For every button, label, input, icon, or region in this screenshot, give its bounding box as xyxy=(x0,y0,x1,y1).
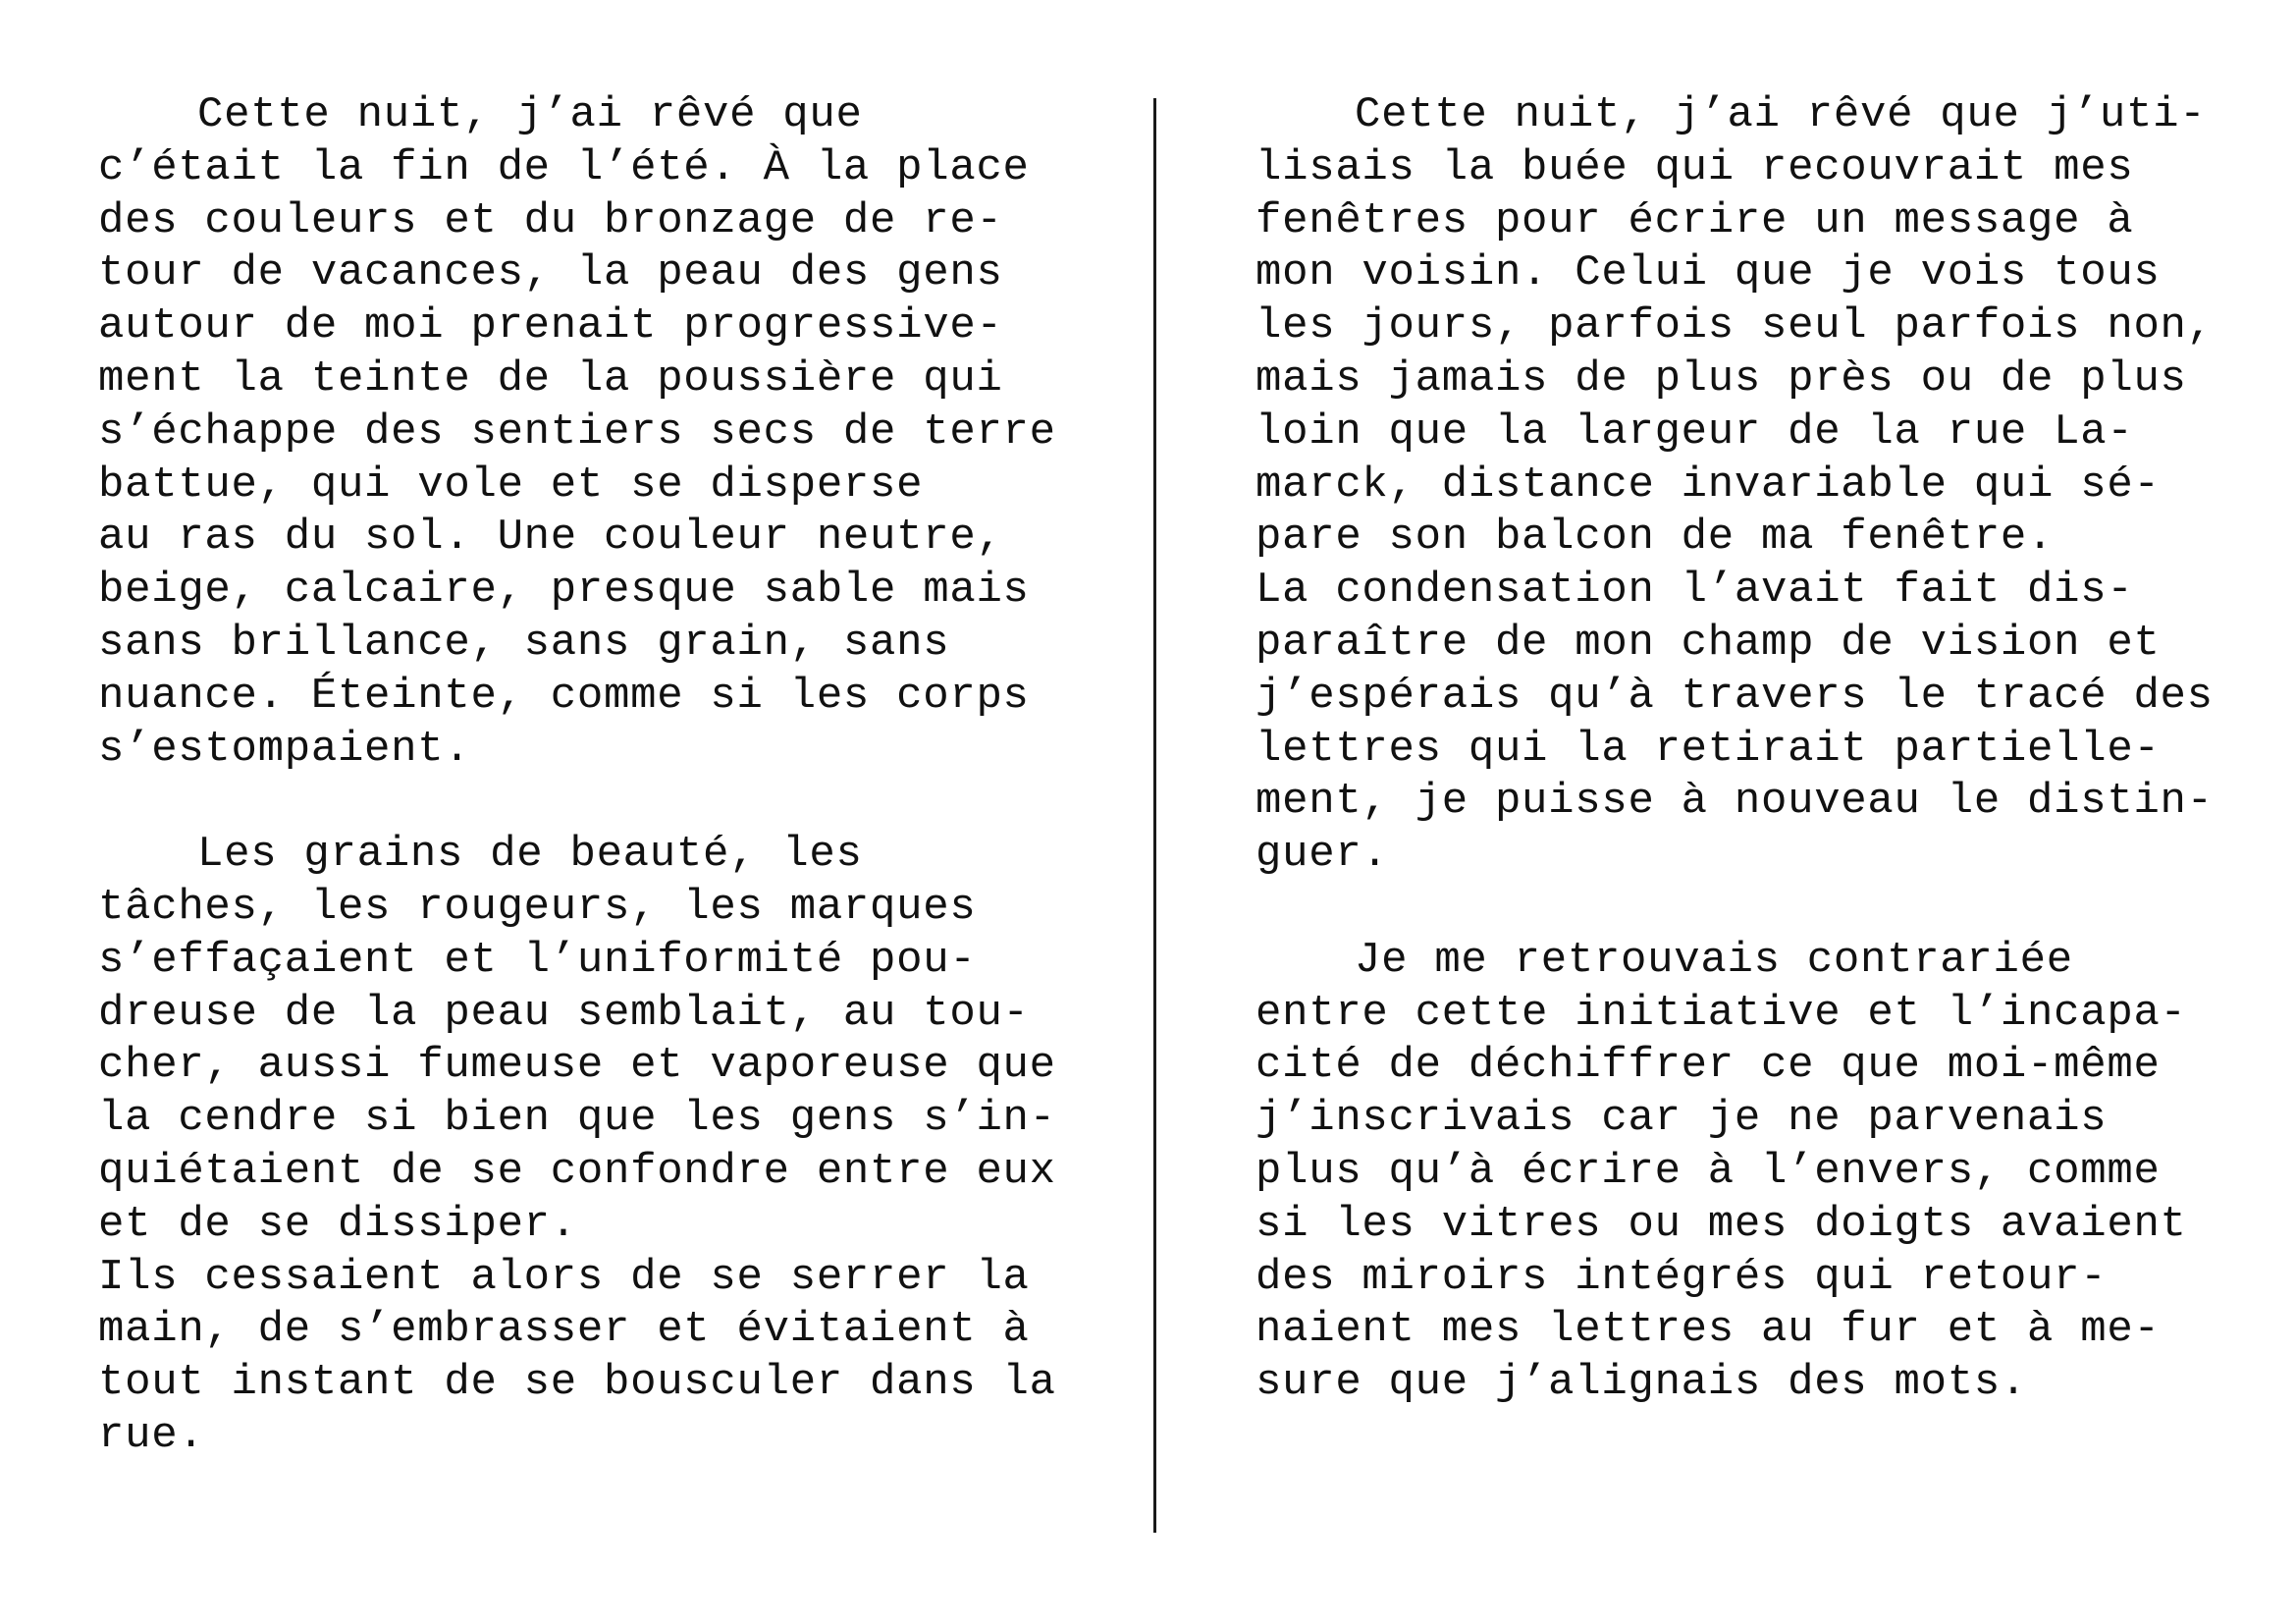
text-line: entre cette initiative et l’incapa- xyxy=(1255,988,2187,1038)
text-line: mais jamais de plus près ou de plus xyxy=(1255,353,2187,404)
text-line: cher, aussi fumeuse et vaporeuse que xyxy=(98,1041,1056,1091)
text-line: ment, je puisse à nouveau le distin- xyxy=(1255,777,2214,827)
text-line: tout instant de se bousculer dans la xyxy=(98,1358,1056,1408)
text-line: naient mes lettres au fur et à me- xyxy=(1255,1305,2161,1355)
text-line: j’espérais qu’à travers le tracé des xyxy=(1255,671,2214,721)
text-line: quiétaient de se confondre entre eux xyxy=(98,1146,1056,1196)
text-line: tour de vacances, la peau des gens xyxy=(98,248,1003,298)
text-line: tâches, les rougeurs, les marques xyxy=(98,882,977,932)
text-line: beige, calcaire, presque sable mais xyxy=(98,566,1030,616)
text-line: nuance. Éteinte, comme si les corps xyxy=(98,671,1030,721)
text-line: Je me retrouvais contrariée xyxy=(1355,935,2073,985)
text-line: cité de déchiffrer ce que moi-même xyxy=(1255,1041,2161,1091)
text-line: et de se dissiper. xyxy=(98,1199,577,1249)
text-line: j’inscrivais car je ne parvenais xyxy=(1255,1094,2108,1144)
column-divider xyxy=(1153,98,1156,1533)
blank-line xyxy=(98,776,1080,829)
text-line: lettres qui la retirait partielle- xyxy=(1255,724,2161,774)
text-line: s’effaçaient et l’uniformité pou- xyxy=(98,935,977,985)
text-line: c’était la fin de l’été. À la place xyxy=(98,142,1030,192)
text-line: mon voisin. Celui que je vois tous xyxy=(1255,248,2161,298)
text-line: des couleurs et du bronzage de re- xyxy=(98,195,1003,245)
text-line: sans brillance, sans grain, sans xyxy=(98,618,950,668)
blank-line xyxy=(1255,882,2237,935)
text-line: les jours, parfois seul parfois non, xyxy=(1255,301,2214,352)
left-text-column xyxy=(98,89,1080,1463)
text-line: fenêtres pour écrire un message à xyxy=(1255,195,2134,245)
text-line: autour de moi prenait progressive- xyxy=(98,301,1003,352)
text-line: si les vitres ou mes doigts avaient xyxy=(1255,1199,2187,1249)
text-line: marck, distance invariable qui sé- xyxy=(1255,460,2161,510)
text-line: main, de s’embrasser et évitaient à xyxy=(98,1305,1030,1355)
text-line: La condensation l’avait fait dis- xyxy=(1255,566,2134,616)
text-line: loin que la largeur de la rue La- xyxy=(1255,406,2134,457)
text-line: Cette nuit, j’ai rêvé que j’uti- xyxy=(1355,90,2207,139)
text-line: dreuse de la peau semblait, au tou- xyxy=(98,988,1030,1038)
text-line: lisais la buée qui recouvrait mes xyxy=(1255,142,2134,192)
text-line: s’échappe des sentiers secs de terre xyxy=(98,406,1056,457)
text-line: au ras du sol. Une couleur neutre, xyxy=(98,513,1003,563)
text-line: pare son balcon de ma fenêtre. xyxy=(1255,513,2055,563)
text-line: paraître de mon champ de vision et xyxy=(1255,618,2161,668)
text-line: s’estompaient. xyxy=(98,724,471,774)
text-line: la cendre si bien que les gens s’in- xyxy=(98,1094,1056,1144)
text-line: sure que j’alignais des mots. xyxy=(1255,1358,2028,1408)
text-line: Les grains de beauté, les xyxy=(197,830,863,880)
text-line: ment la teinte de la poussière qui xyxy=(98,353,1003,404)
text-line: rue. xyxy=(98,1410,205,1460)
right-text-column xyxy=(1255,89,2237,1410)
text-line: Ils cessaient alors de se serrer la xyxy=(98,1252,1030,1302)
text-line: Cette nuit, j’ai rêvé que xyxy=(197,90,863,139)
text-line: guer. xyxy=(1255,830,1389,880)
text-line: plus qu’à écrire à l’envers, comme xyxy=(1255,1146,2161,1196)
text-line: battue, qui vole et se disperse xyxy=(98,460,924,510)
text-line: des miroirs intégrés qui retour- xyxy=(1255,1252,2108,1302)
